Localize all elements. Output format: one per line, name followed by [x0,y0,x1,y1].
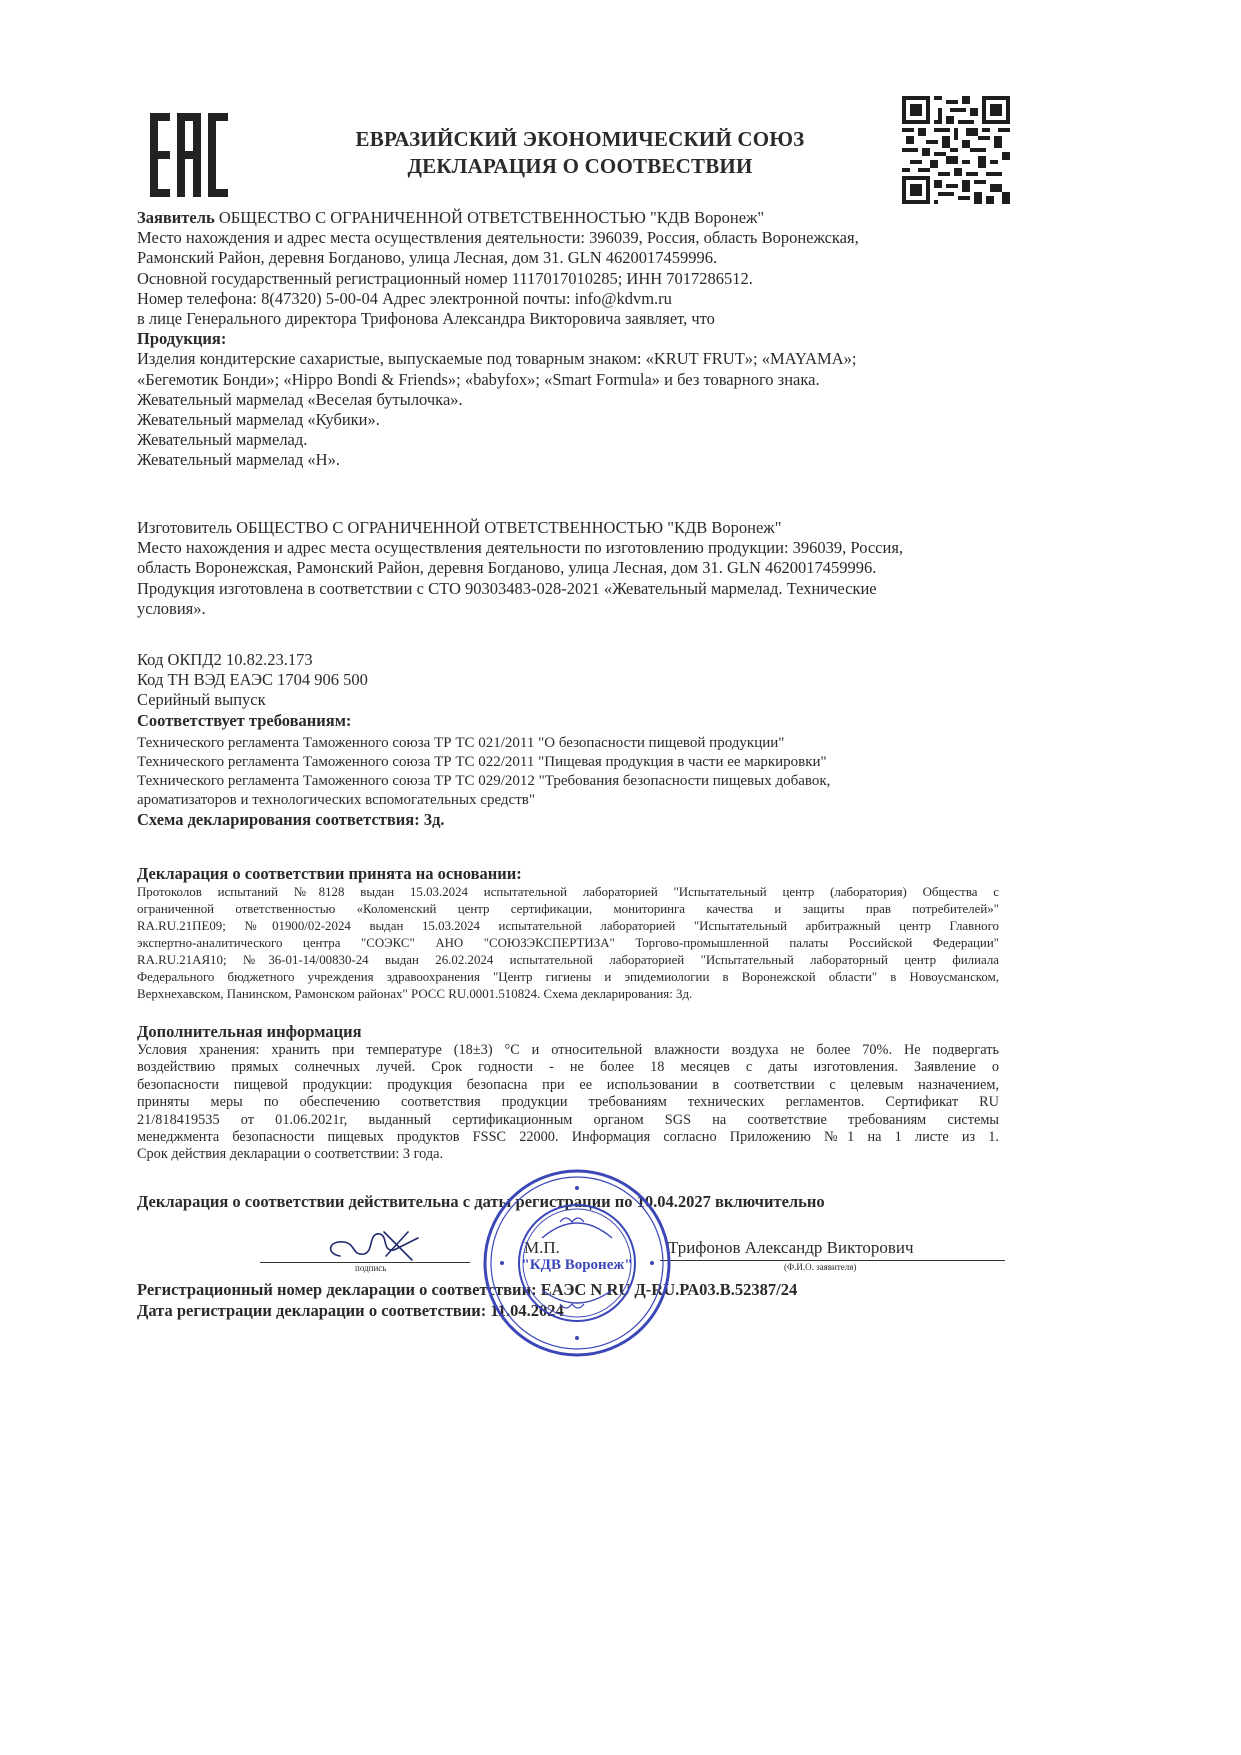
manufacturer-line-5: условия». [137,598,206,618]
seal-center-text: "КДВ Воронеж" [521,1257,633,1273]
basis-heading: Декларация о соответствии принята на основании: [137,864,522,883]
applicant-representative: в лице Генерального директора Трифонова Александра Викторовича заявляет, что [137,309,715,329]
applicant-address-2: Рамонский Район, деревня Богданово, улица Лесная, дом 31. GLN 4620017459996. [137,248,718,268]
registration-date: Дата регистрации декларации о соответствии: 11.04.2024 [137,1301,564,1320]
basis-line-2: ограниченной ответственностью «Коломенский центр сертификации, мониторинга качества и защиты прав потребителей»" [137,902,999,916]
product-line-5: Жевательный мармелад. [137,430,308,450]
company-seal [482,1168,672,1358]
applicant-contacts: Номер телефона: 8(47320) 5-00-04 Адрес электронной почты: info@kdvm.ru [137,288,672,308]
basis-line-4: экспертно-аналитического центра "СОЭКС" АНО "СОЮЗЭКСПЕРТИЗА" Торгово-промышленной палаты Российской Федерации" [137,936,999,950]
eac-logo [150,113,228,197]
applicant-section [137,208,1017,471]
additional-section [137,1042,999,1164]
additional-line-5: 21/818419535 от 01.06.2021г, выданный сертификационным органом SGS на соответствие требованиям системы [137,1111,999,1128]
applicant-label: Заявитель [137,208,215,227]
basis-label [137,864,1017,884]
signer-line [660,1260,1005,1261]
product-line-4: Жевательный мармелад «Кубики». [137,410,380,430]
requirements-label: Соответствует требованиям: [137,710,352,730]
product-line-2: «Бегемотик Бонди»; «Hippo Bondi & Friends»; «babyfox»; «Smart Formula» и без товарного знака. [137,369,820,389]
requirement-line-4: ароматизаторов и технологических вспомогательных средств" [137,792,535,808]
basis-line-1: Протоколов испытаний №8128 выдан 15.03.2024 испытательной лабораторией "Испытательный центр (лаборатория) Общества с [137,885,999,899]
qr-code-icon [902,96,1010,204]
additional-line-6: менеджмента безопасности пищевых продуктов FSSC 22000. Информация согласно Приложению №1 на 1 листе из 1. [137,1129,999,1146]
basis-line-6: Федерального бюджетного учреждения здравоохранения "Центр гигиены и эпидемиологии в Воронежской области" в Новоусманском, [137,970,999,984]
requirement-line-2: Технического регламента Таможенного союза ТР ТС 022/2011 "Пищевая продукция в части ее маркировки" [137,754,827,770]
additional-line-4: приняты меры по обеспечению соответствия продукции требованиям технических регламентов. Сертификат RU [137,1094,999,1111]
document-header [300,126,860,180]
declaration-scheme: Схема декларирования соответствия: 3д. [137,810,445,829]
additional-line-2: воздействию прямых солнечных лучей. Срок годности - не более 18 месяцев с даты изготовления. Заявление о [137,1059,999,1076]
additional-line-3: безопасности пищевой продукции: продукция безопасна при ее использовании в соответствии с целевым назначением, [137,1076,999,1093]
additional-line-1: Условия хранения: хранить при температуре (18±3) °C и относительной влажности воздуха не более 70%. Не подвергать [137,1042,999,1058]
manufacturer-line-3: область Воронежская, Рамонский Район, деревня Богданово, улица Лесная, дом 31. GLN 4620017459996. [137,558,877,578]
header-union: ЕВРАЗИЙСКИЙ ЭКОНОМИЧЕСКИЙ СОЮЗ [355,127,805,151]
requirements-section [137,734,1017,830]
header-declaration-title: ДЕКЛАРАЦИЯ О СООТВЕСТВИИ [407,154,753,178]
additional-label [137,1022,1017,1042]
basis-line-3: RA.RU.21ПЕ09; №01900/02-2024 выдан 15.03.2024 испытательной лабораторией "Испытательный арбитражный центр Главного [137,919,999,933]
signature-caption: подпись [355,1263,387,1273]
manufacturer-section [137,518,1017,619]
additional-line-7: Срок действия декларации о соответствии: 3 года. [137,1146,444,1163]
requirement-line-3: Технического регламента Таможенного союза ТР ТС 029/2012 "Требования безопасности пищевых добавок, [137,773,831,789]
basis-line-7: Верхнехавском, Панинском, Рамонском районах" РОСС RU.0001.510824. Схема декларирования: 3д. [137,987,693,1001]
product-label: Продукция: [137,329,227,349]
product-line-6: Жевательный мармелад «Н». [137,450,340,470]
serial-release: Серийный выпуск [137,690,266,710]
product-line-3: Жевательный мармелад «Веселая бутылочка». [137,389,463,409]
basis-line-5: RA.RU.21АЯ10; №36-01-14/00830-24 выдан 26.02.2024 испытательной лабораторией "Испытательный лабораторный центр филиала [137,953,999,967]
signer-caption: (Ф.И.О. заявителя) [784,1262,857,1272]
registration-number: Регистрационный номер декларации о соответствии: ЕАЭС N RU Д-RU.РА03.В.52387/24 [137,1280,798,1299]
manufacturer-line-1: Изготовитель ОБЩЕСТВО С ОГРАНИЧЕННОЙ ОТВЕТСТВЕННОСТЬЮ "КДВ Воронеж" [137,518,782,537]
codes-section [137,650,1017,731]
requirement-line-1: Технического регламента Таможенного союза ТР ТС 021/2011 "О безопасности пищевой продукции" [137,735,785,751]
basis-section [137,884,999,1003]
okpd-code: Код ОКПД2 10.82.23.173 [137,650,313,669]
seal-place: М.П. [524,1238,560,1257]
applicant-name: ОБЩЕСТВО С ОГРАНИЧЕННОЙ ОТВЕТСТВЕННОСТЬЮ "КДВ Воронеж" [214,208,765,227]
applicant-address-1: Место нахождения и адрес места осуществления деятельности: 396039, Россия, область Воронежская, [137,228,859,248]
validity-line: Декларация о соответствии действительна с даты регистрации по 10.04.2027 включительно [137,1192,825,1211]
signer-name: Трифонов Александр Викторович [668,1238,914,1257]
additional-heading: Дополнительная информация [137,1022,362,1041]
applicant-line [137,208,1017,228]
tnved-code: Код ТН ВЭД ЕАЭС 1704 906 500 [137,670,368,690]
product-line-1: Изделия кондитерские сахаристые, выпускаемые под товарным знаком: «KRUT FRUT»; «MAYAMA»; [137,349,857,369]
manufacturer-line-4: Продукция изготовлена в соответствии с СТО 90303483-028-2021 «Жевательный мармелад. Технические [137,578,877,598]
manufacturer-line-2: Место нахождения и адрес места осуществления деятельности по изготовлению продукции: 396039, Россия, [137,538,904,558]
applicant-ogrn: Основной государственный регистрационный номер 1117017010285; ИНН 7017286512. [137,268,753,288]
